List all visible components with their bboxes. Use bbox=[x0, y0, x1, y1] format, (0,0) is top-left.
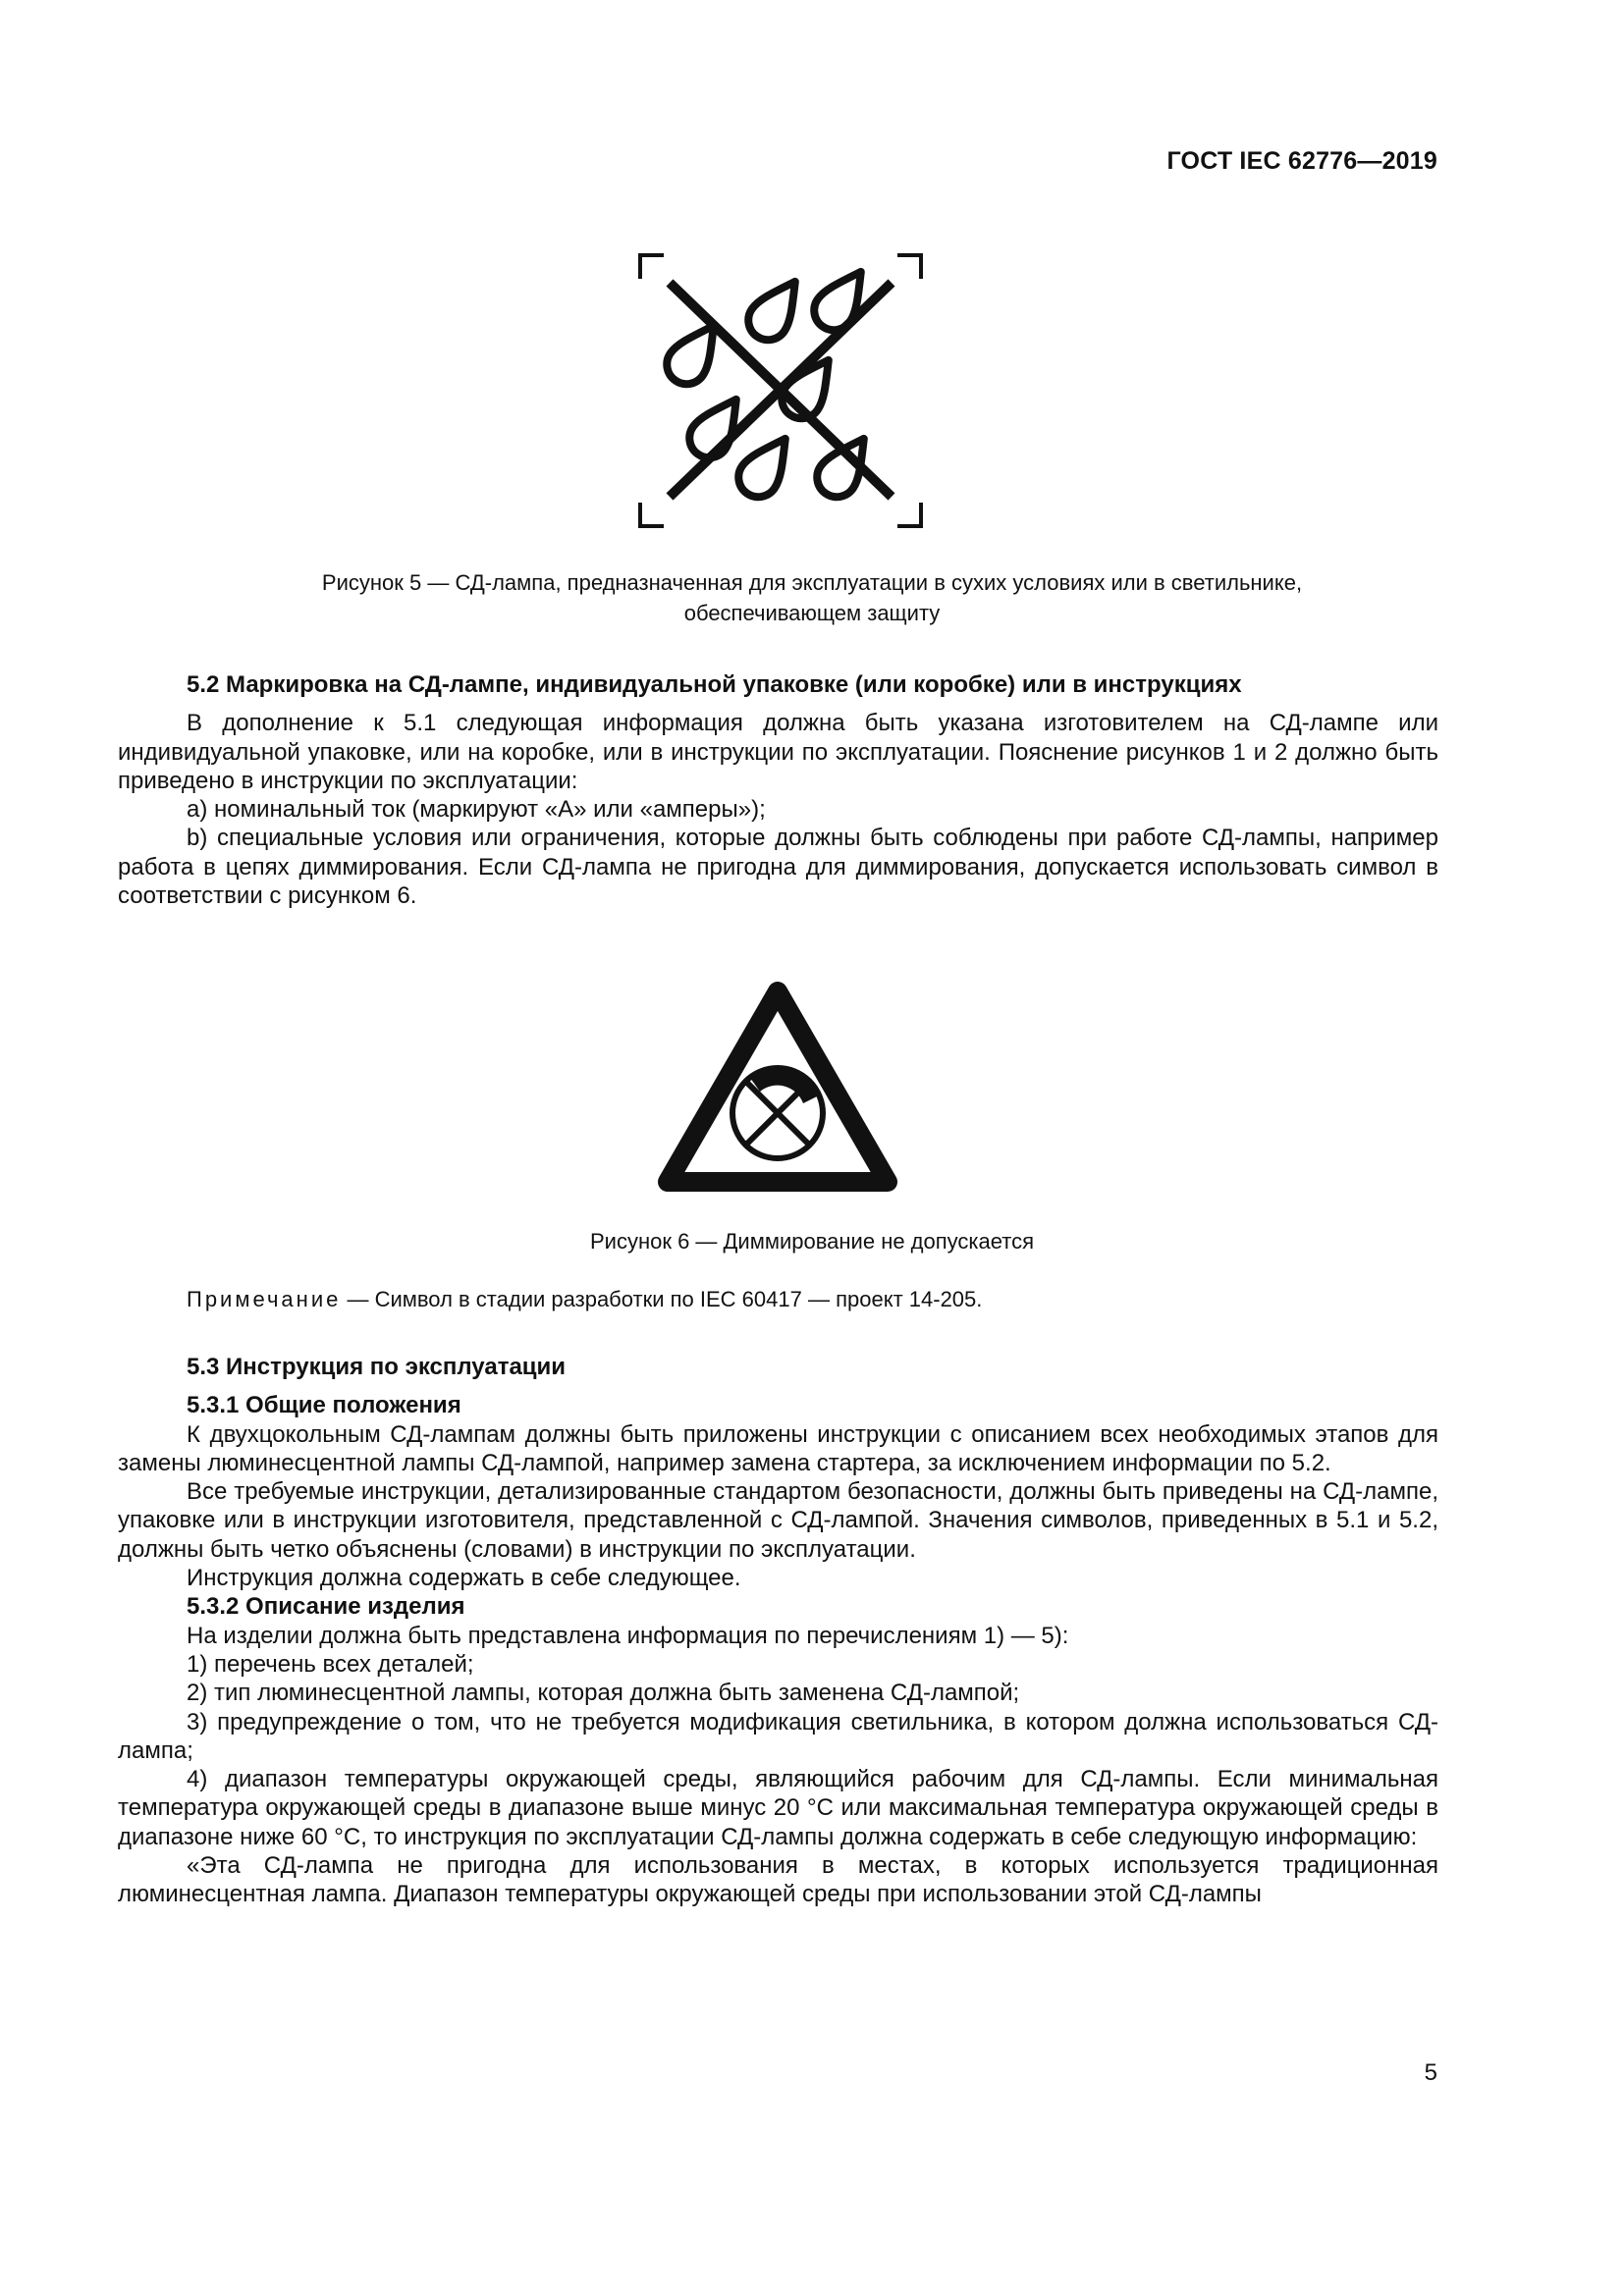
section-heading: 5.3 Инструкция по эксплуатации bbox=[187, 1354, 567, 1380]
document-code: ГОСТ IEC 62776—2019 bbox=[1166, 147, 1437, 175]
paragraph: На изделии должна быть представлена информация по перечислениям 1) — 5): bbox=[187, 1622, 1069, 1649]
list-item: 1) перечень всех деталей; bbox=[187, 1650, 474, 1678]
list-item: 3) предупреждение о том, что не требуется модификация светильника, в котором должна использоваться СД-лампа; bbox=[118, 1708, 1438, 1764]
paragraph: Все требуемые инструкции, детализированные стандартом безопасности, должны быть приведены на СД-лампе, упаковке или в инструкции изготовителя, представленной с СД-лампой. Значения символов, приведенных в 5.1 и 5.2, должны быть четко объяснены (словами) в инструкции по эксплуатации. bbox=[118, 1478, 1438, 1563]
dimmer-icon bbox=[732, 1068, 823, 1158]
subsection-heading: 5.3.1 Общие положения bbox=[187, 1392, 461, 1419]
section-heading: 5.2 Маркировка на СД-лампе, индивидуальной упаковке (или коробке) или в инструкциях bbox=[187, 671, 1242, 698]
section-5-2 bbox=[118, 670, 1438, 910]
list-item: а) номинальный ток (маркируют «А» или «амперы»); bbox=[187, 796, 766, 824]
list-item: 4) диапазон температуры окружающей среды, являющийся рабочим для СД-лампы. Если минимальная температура окружающей среды в диапазоне выше минус 20 °С или максимальная температура окружающей среды в диапазоне ниже 60 °С, то инструкция по эксплуатации СД-лампы должна содержать в себе следующую информацию: bbox=[118, 1766, 1438, 1850]
no-dimming-symbol bbox=[656, 978, 899, 1200]
note-text: — Символ в стадии разработки по IEC 60417 — проект 14-205. bbox=[341, 1287, 983, 1311]
section-5-3 bbox=[118, 1353, 1438, 1909]
subsection-heading: 5.3.2 Описание изделия bbox=[187, 1593, 465, 1621]
dry-conditions-symbol bbox=[638, 253, 923, 528]
page-number: 5 bbox=[1424, 2059, 1437, 2086]
note-label: Примечание bbox=[187, 1287, 342, 1311]
note bbox=[118, 1285, 1438, 1313]
paragraph: «Эта СД-лампа не пригодна для использования в местах, в которых используется традиционная люминесцентная лампа. Диапазон температуры окружающей среды при использовании этой СД-лампы bbox=[118, 1852, 1438, 1908]
list-item: b) специальные условия или ограничения, которые должны быть соблюдены при работе СД-лампы, например работа в цепях диммирования. Если СД-лампа не пригодна для диммирования, допускается использовать символ в соответствии с рисунком 6. bbox=[118, 825, 1438, 910]
paragraph: Инструкция должна содержать в себе следующее. bbox=[187, 1565, 741, 1592]
figure-6-caption: Рисунок 6 — Диммирование не допускается bbox=[589, 1229, 1035, 1254]
list-item: 2) тип люминесцентной лампы, которая должна быть заменена СД-лампой; bbox=[187, 1680, 1020, 1707]
paragraph: К двухцокольным СД-лампам должны быть приложены инструкции с описанием всех необходимых этапов для замены люминесцентной лампы СД-лампой, например замена стартера, за исключением информации по 5.2. bbox=[118, 1420, 1438, 1476]
figure-5-caption: Рисунок 5 — СД-лампа, предназначенная для эксплуатации в сухих условиях или в светильнике, обеспечивающем защиту bbox=[321, 570, 1303, 625]
paragraph: В дополнение к 5.1 следующая информация должна быть указана изготовителем на СД-лампе или индивидуальной упаковке, или на коробке, или в инструкции по эксплуатации. Пояснение рисунков 1 и 2 должно быть приведено в инструкции по эксплуатации: bbox=[118, 710, 1438, 794]
